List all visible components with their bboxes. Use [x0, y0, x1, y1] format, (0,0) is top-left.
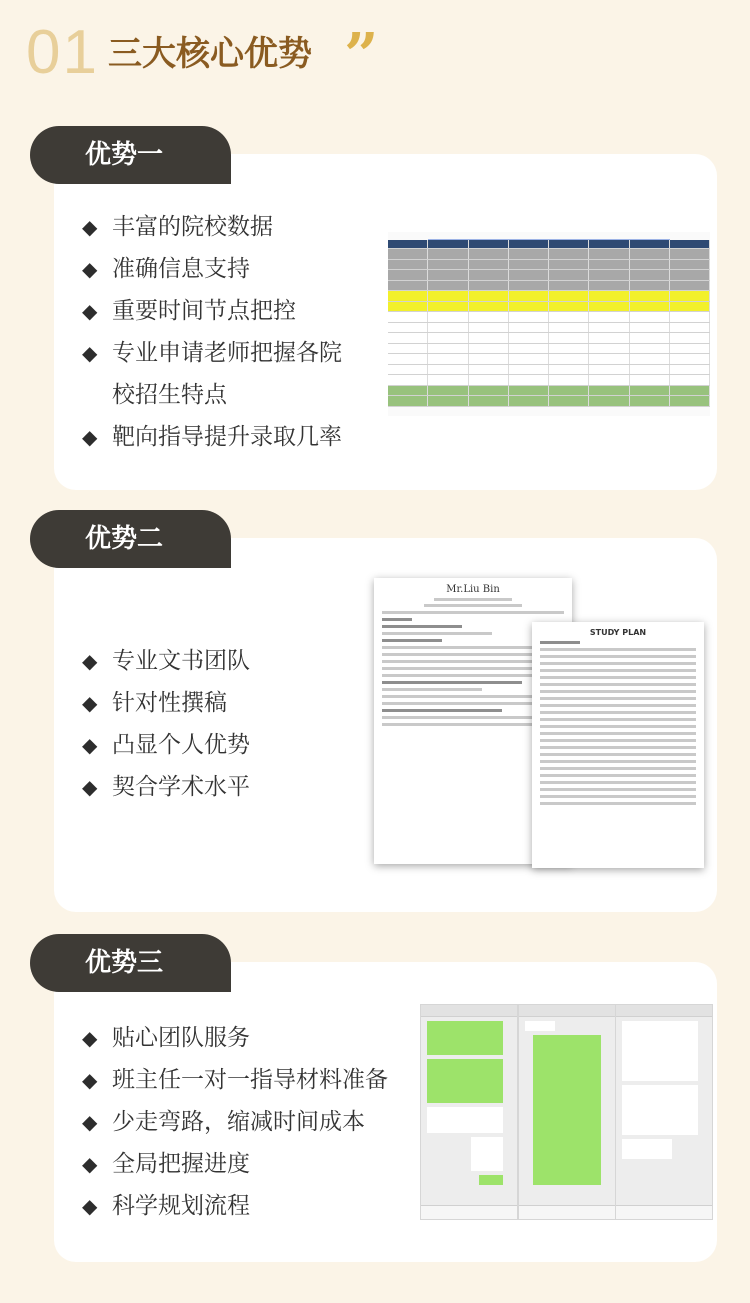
list-item: ◆ 贴心团队服务: [82, 1017, 412, 1059]
diamond-bullet-icon: ◆: [82, 299, 98, 323]
chat-screenshot-2: [518, 1004, 616, 1220]
chat-screenshot-1: [420, 1004, 518, 1220]
list-item: ◆ 准确信息支持: [82, 248, 372, 290]
list-item-continuation: 校招生特点: [112, 382, 227, 408]
advantage-list-3: [82, 1017, 412, 1227]
list-item: ◆ 专业文书团队: [82, 640, 362, 682]
quote-icon: ”: [344, 21, 379, 91]
chat-screenshot-3: [615, 1004, 713, 1220]
list-item: ◆ 全局把握进度: [82, 1143, 412, 1185]
list-item: ◆ 专业申请老师把握各院: [82, 332, 372, 374]
diamond-bullet-icon: ◆: [82, 649, 98, 673]
advantage-list-1: [82, 206, 372, 458]
diamond-bullet-icon: ◆: [82, 341, 98, 365]
advantage-tag-3: 优势三: [30, 934, 231, 992]
diamond-bullet-icon: ◆: [82, 775, 98, 799]
list-item: ◆ 针对性撰稿: [82, 682, 362, 724]
diamond-bullet-icon: ◆: [82, 1110, 98, 1134]
diamond-bullet-icon: ◆: [82, 1068, 98, 1092]
advantage-tag-1: 优势一: [30, 126, 231, 184]
university-data-spreadsheet-image: [388, 232, 710, 416]
list-item: ◆ 契合学术水平: [82, 766, 362, 808]
section-number: 01: [26, 18, 99, 87]
section-title: 三大核心优势: [108, 34, 312, 74]
list-item: ◆ 靶向指导提升录取几率: [82, 416, 372, 458]
diamond-bullet-icon: ◆: [82, 691, 98, 715]
diamond-bullet-icon: ◆: [82, 425, 98, 449]
advantage-list-2: [82, 640, 362, 808]
diamond-bullet-icon: ◆: [82, 1194, 98, 1218]
diamond-bullet-icon: ◆: [82, 215, 98, 239]
list-item: ◆ 科学规划流程: [82, 1185, 412, 1227]
study-plan-document-image: [532, 622, 704, 868]
list-item: ◆ 重要时间节点把控: [82, 290, 372, 332]
list-item: ◆ 班主任一对一指导材料准备: [82, 1059, 412, 1101]
diamond-bullet-icon: ◆: [82, 257, 98, 281]
advantage-tag-2: 优势二: [30, 510, 231, 568]
diamond-bullet-icon: ◆: [82, 733, 98, 757]
study-plan-title: STUDY PLAN: [589, 628, 647, 637]
diamond-bullet-icon: ◆: [82, 1152, 98, 1176]
list-item: ◆ 少走弯路，缩减时间成本: [82, 1101, 412, 1143]
list-item: ◆ 凸显个人优势: [82, 724, 362, 766]
list-item: ◆ 丰富的院校数据: [82, 206, 372, 248]
diamond-bullet-icon: ◆: [82, 1026, 98, 1050]
resume-document-title: Mr.Liu Bin: [446, 584, 500, 595]
